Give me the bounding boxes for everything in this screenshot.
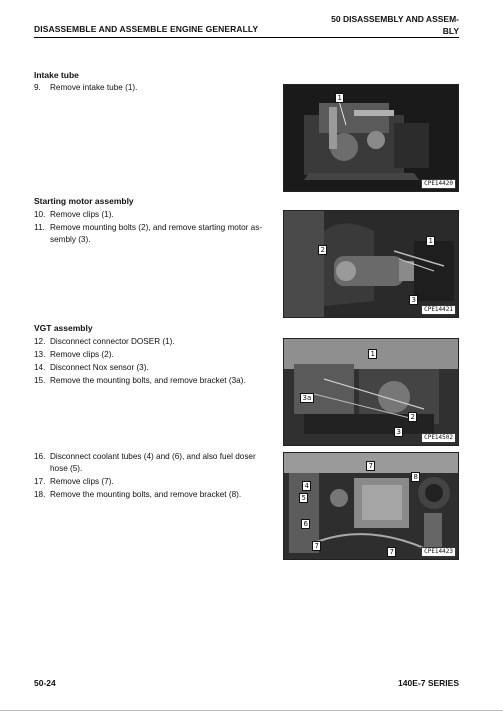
step-text: Disconnect connector DOSER (1).: [50, 337, 175, 346]
step-number: 18.: [34, 490, 46, 499]
step-number: 11.: [34, 223, 45, 232]
step-number: 9.: [34, 83, 41, 92]
photo-vgt-2: [283, 452, 459, 560]
callout-8: 8: [411, 472, 420, 482]
footer-divider: [0, 710, 503, 711]
photo-code: CPE14421: [421, 305, 456, 315]
callout-3a: 3a: [300, 393, 314, 403]
step-text: Remove mounting bolts (2), and remove starting motor as-sembly (3).: [50, 223, 263, 244]
step-15: [34, 375, 274, 387]
step-text: Remove clips (2).: [50, 350, 114, 359]
step-number: 12.: [34, 337, 46, 346]
step-text: Remove the mounting bolts, and remove bracket (8).: [50, 490, 242, 499]
step-number: 13.: [34, 350, 46, 359]
callout-5: 5: [299, 493, 308, 503]
callout-6: 6: [301, 519, 310, 529]
step-text: Disconnect coolant tubes (4) and (6), and also fuel doser hose (5).: [50, 452, 256, 473]
step-9: [34, 82, 274, 94]
photo-intake-tube: [283, 84, 459, 192]
photo-vgt-1: [283, 338, 459, 446]
callout-2: 2: [318, 245, 327, 255]
callout-3: 3: [394, 427, 403, 437]
callout-7: 7: [366, 461, 375, 471]
photo-code: CPE14502: [421, 433, 456, 443]
photo-code: CPE14420: [421, 179, 456, 189]
callout-1: 1: [368, 349, 377, 359]
step-10: [34, 209, 274, 221]
step-18: [34, 489, 274, 501]
step-text: Remove the mounting bolts, and remove bracket (3a).: [50, 376, 246, 385]
step-text: Remove clips (1).: [50, 210, 114, 219]
engine-photo-intake: [284, 85, 458, 191]
step-13: [34, 349, 274, 361]
photo-starting-motor: [283, 210, 459, 318]
section-title-intake-tube: Intake tube: [34, 70, 79, 80]
step-12: [34, 336, 274, 348]
callout-1: 1: [335, 93, 344, 103]
callout-2: 2: [408, 412, 417, 422]
step-number: 10.: [34, 210, 46, 219]
header-chapter: [331, 13, 459, 37]
section-title-starting-motor: Starting motor assembly: [34, 196, 134, 206]
step-number: 14.: [34, 363, 46, 372]
step-number: 16.: [34, 452, 46, 461]
callout-4: 4: [302, 481, 311, 491]
callout-3: 3: [409, 295, 418, 305]
step-text: Disconnect Nox sensor (3).: [50, 363, 149, 372]
footer-series: 140E-7 SERIES: [398, 678, 459, 688]
callout-7b: 7: [312, 541, 321, 551]
section-title-vgt: VGT assembly: [34, 323, 93, 333]
callout-1: 1: [426, 236, 435, 246]
step-16: [34, 451, 274, 474]
photo-code: CPE14423: [421, 547, 456, 557]
step-number: 15.: [34, 376, 46, 385]
header-chapter-line1: 50 DISASSEMBLY AND ASSEM-: [331, 14, 459, 24]
step-14: [34, 362, 274, 374]
engine-photo-starter: [284, 211, 458, 317]
step-17: [34, 476, 274, 488]
step-text: Remove clips (7).: [50, 477, 114, 486]
step-number: 17.: [34, 477, 46, 486]
header-chapter-line2: BLY: [442, 26, 459, 36]
header-title: DISASSEMBLE AND ASSEMBLE ENGINE GENERALLY: [34, 24, 259, 34]
footer-page-number: 50-24: [34, 678, 56, 688]
callout-7c: 7: [387, 547, 396, 557]
step-text: Remove intake tube (1).: [50, 83, 138, 92]
step-11: [34, 222, 274, 245]
header-divider: [34, 37, 459, 38]
